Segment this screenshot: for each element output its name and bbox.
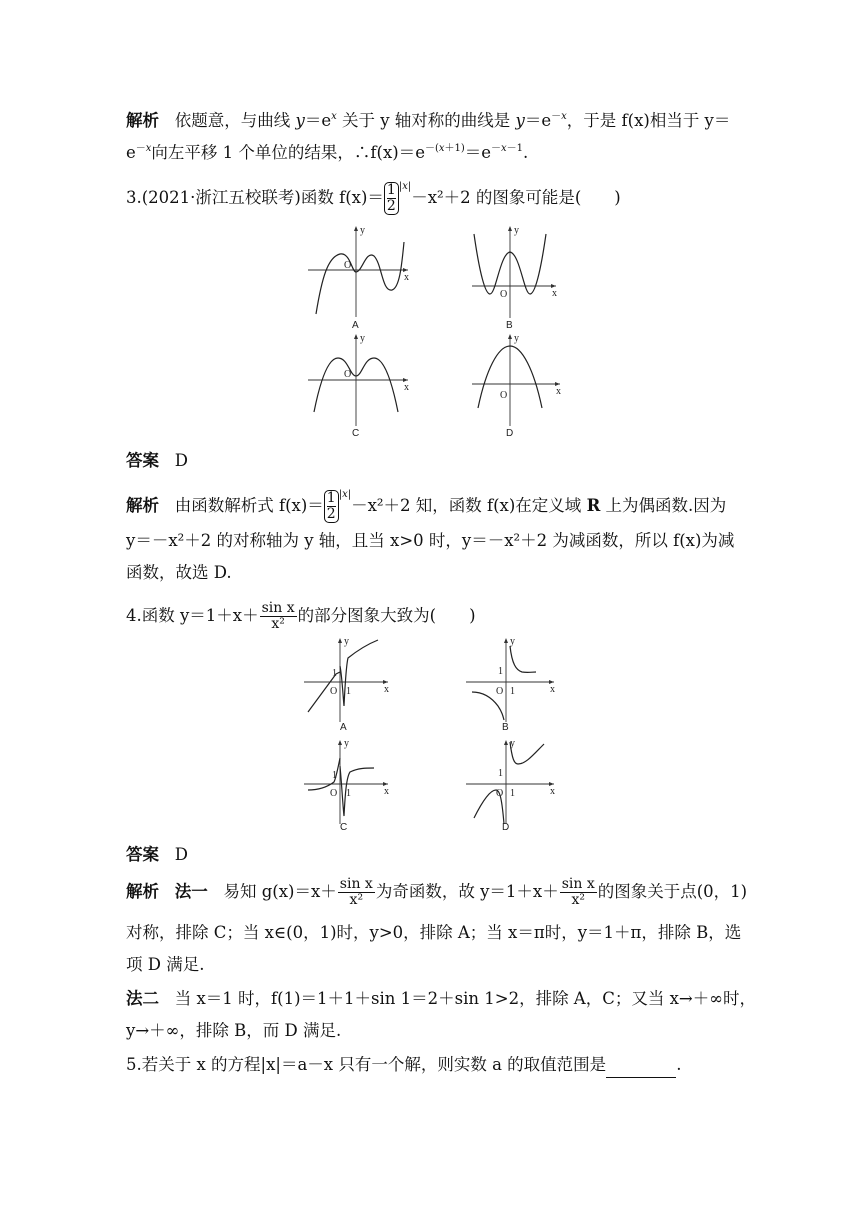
solution-3-line-1: 解析 由函数解析式 f(x)＝ $\frac{1}{2}$ $^{|x|}$－x²＋2 知，函数 f(x)在定义域 R 上为偶函数.因为 [126, 489, 727, 522]
q3-graph-c [300, 330, 420, 430]
answer-3: 答案 D [126, 451, 188, 470]
q3-graph-a [300, 222, 420, 322]
q3-graph-b [464, 222, 584, 322]
svg-text:x: x [552, 288, 557, 299]
svg-text:1: 1 [510, 686, 515, 697]
svg-text:1: 1 [498, 666, 503, 677]
svg-text:x: x [404, 272, 409, 283]
q3-option-a-label: A [352, 320, 359, 331]
svg-text:y: y [360, 333, 365, 344]
svg-text:O: O [330, 686, 338, 697]
svg-text:x: x [384, 786, 389, 797]
svg-text:O: O [500, 390, 508, 401]
q4-option-d-label: D [502, 822, 510, 833]
solution-4-line-4: 法二 当 x＝1 时，f(1)＝1＋1＋sin 1＝2＋sin 1>2，排除 A，C；又当 x→＋∞时， [126, 989, 756, 1008]
svg-text:1: 1 [510, 788, 515, 799]
svg-text:y: y [514, 225, 519, 236]
svg-text:1: 1 [332, 770, 337, 781]
svg-text:y: y [344, 738, 349, 749]
q3-option-d-label: D [506, 428, 514, 439]
q3-option-b-label: B [506, 320, 513, 331]
solution-4-line-5: y→＋∞，排除 B，而 D 满足. [126, 1021, 342, 1040]
solution-4-line-3: 项 D 满足. [126, 955, 205, 974]
svg-text:1: 1 [332, 668, 337, 679]
q4-graph-d [462, 738, 562, 828]
svg-text:y: y [510, 636, 515, 647]
q3-graph-d [464, 330, 584, 430]
svg-text:1: 1 [346, 686, 351, 697]
svg-text:y: y [514, 333, 519, 344]
svg-text:O: O [330, 788, 338, 799]
solution-label: 解析 [126, 111, 159, 130]
solution-2-line-2: $e^{-x}$向左平移 1 个单位的结果，$\therefore f(x)=e^{-(x+1)}=e^{-x-1}$. [126, 143, 529, 162]
q4-option-a-label: A [340, 722, 347, 733]
q4-graph-a [300, 636, 400, 726]
answer-blank[interactable] [606, 1059, 676, 1078]
solution-3-line-3: 函数，故选 D. [126, 563, 232, 582]
q4-option-c-label: C [340, 822, 348, 833]
solution-4-line-2: 对称，排除 C；当 x∈(0，1)时，y>0，排除 A；当 x＝π时，y＝1＋π，排除 B，选 [126, 923, 742, 942]
svg-text:y: y [360, 225, 365, 236]
question-5: 5.若关于 x 的方程|x|＝a－x 只有一个解，则实数 a 的取值范围是 . [126, 1052, 681, 1078]
svg-text:O: O [500, 289, 508, 300]
fraction-half: $\frac{1}{2}$ [384, 182, 399, 214]
solution-4-line-1: 解析 法一 易知 g(x)＝x＋ $\frac{\text{sin x}}{\text{x²}}$ 为奇函数，故 y＝1＋x＋ $\frac{\text{sin x}}{\text{x²}}$ 的图象关于点(0，1) [126, 875, 748, 908]
svg-text:x: x [550, 786, 555, 797]
svg-text:O: O [344, 260, 352, 271]
question-3: 3.(2021·浙江五校联考)函数 f(x)＝ $\frac{1}{2}$ $^{|x|}$－x²＋2 的图象可能是( ) [126, 181, 621, 214]
svg-text:O: O [496, 686, 504, 697]
q4-option-b-label: B [502, 722, 509, 733]
svg-text:x: x [550, 684, 555, 695]
question-4: 4.函数 y＝1＋x＋ $\frac{\text{sin x}}{\text{x²}}$ 的部分图象大致为( ) [126, 599, 476, 632]
q4-graph-b [462, 636, 562, 726]
svg-text:O: O [496, 788, 504, 799]
q4-graph-c [300, 738, 400, 828]
svg-text:x: x [556, 386, 561, 397]
svg-text:x: x [384, 684, 389, 695]
solution-3-line-2: y＝－x²＋2 的对称轴为 y 轴，且当 x>0 时，y＝－x²＋2 为减函数，所以 f(x)为减 [126, 531, 735, 550]
svg-text:1: 1 [346, 788, 351, 799]
svg-text:O: O [344, 369, 352, 380]
sinx-over-x2: $\frac{\text{sin x}}{\text{x²}}$ [261, 599, 295, 632]
svg-text:y: y [510, 738, 515, 749]
answer-4: 答案 D [126, 845, 188, 864]
solution-2-line-1: 解析 依题意，与曲线 $y=e^x$ 关于 y 轴对称的曲线是 $y=e^{-x}$，于是 f(x)相当于 y＝ [126, 111, 731, 130]
svg-text:y: y [344, 636, 349, 647]
svg-text:x: x [404, 382, 409, 393]
q3-option-c-label: C [352, 428, 360, 439]
svg-text:1: 1 [498, 768, 503, 779]
